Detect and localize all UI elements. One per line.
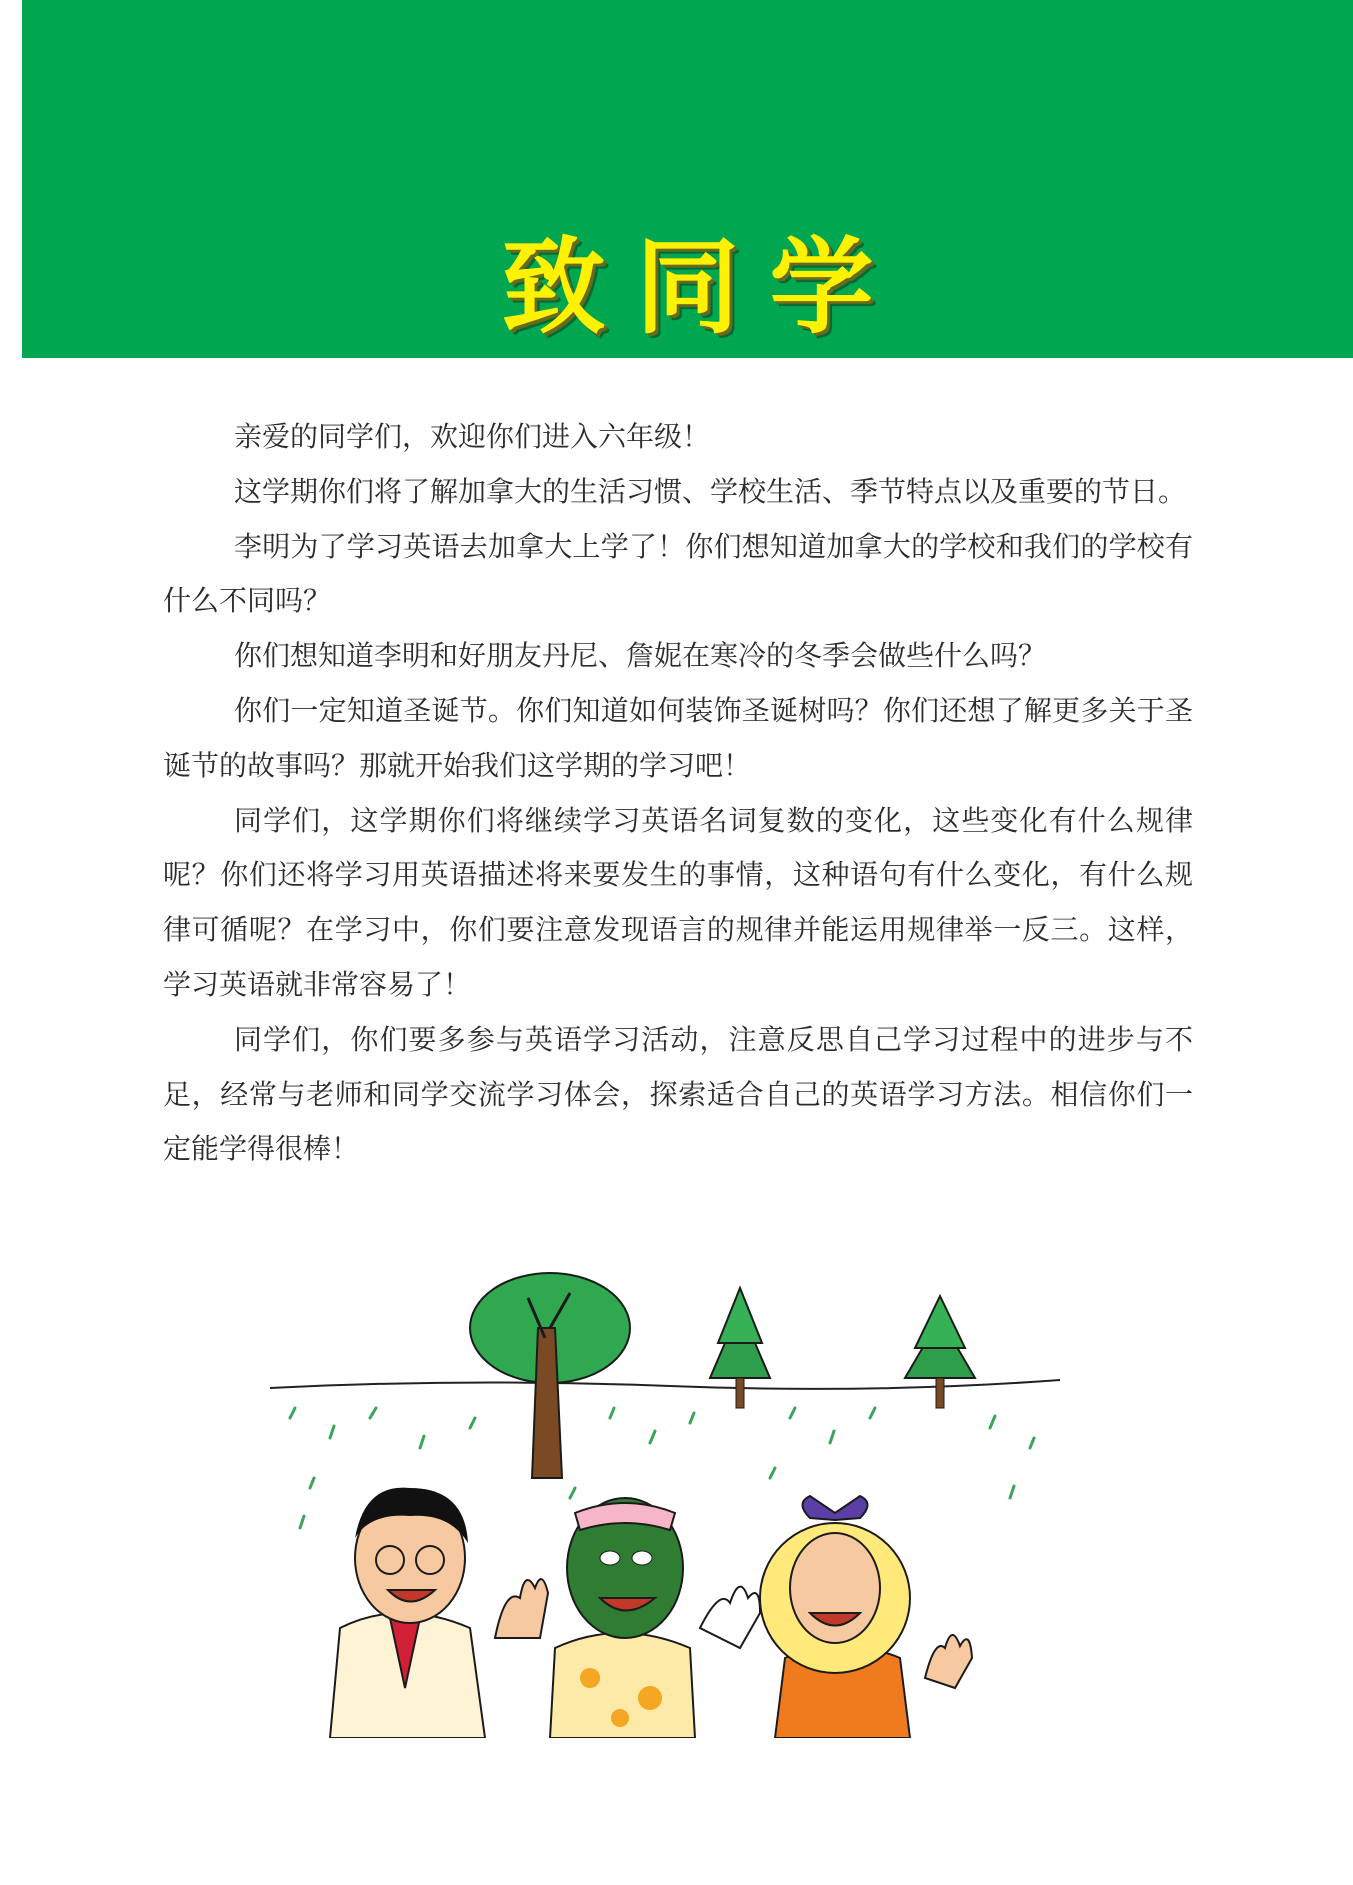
paragraph: 你们一定知道圣诞节。你们知道如何装饰圣诞树吗？你们还想了解更多关于圣诞节的故事吗？那就开始我们这学期的学习吧！	[163, 693, 1193, 782]
dinosaur-character-icon	[550, 1498, 760, 1738]
paragraph: 这学期你们将了解加拿大的生活习惯、学校生活、季节特点以及重要的节日。	[234, 474, 1187, 508]
pine-tree-icon	[710, 1288, 770, 1408]
paragraph: 同学们，这学期你们将继续学习英语名词复数的变化，这些变化有什么规律呢？你们还将学习用英语描述将来要发生的事情，这种语句有什么变化，有什么规律可循呢？在学习中，你们要注意发现语言的规律并能运用规律举一反三。这样，学习英语就非常容易了！	[163, 803, 1193, 1001]
paragraph: 亲爱的同学们，欢迎你们进入六年级！	[234, 420, 711, 453]
tree-icon	[470, 1273, 630, 1478]
pine-tree-icon	[905, 1296, 975, 1408]
title-banner	[22, 0, 1353, 358]
paragraph: 李明为了学习英语去加拿大上学了！你们想知道加拿大的学校和我们的学校有什么不同吗？	[163, 529, 1193, 618]
girl-character-icon	[760, 1496, 972, 1738]
boy-character-icon	[330, 1488, 548, 1738]
paragraph: 你们想知道李明和好朋友丹尼、詹妮在寒冷的冬季会做些什么吗？	[234, 639, 1047, 673]
cartoon-illustration	[270, 1268, 1070, 1738]
paragraph: 同学们，你们要多参与英语学习活动，注意反思自己学习过程中的进步与不足，经常与老师和同学交流学习体会，探索适合自己的英语学习方法。相信你们一定能学得很棒！	[163, 1022, 1193, 1166]
letter-body	[163, 410, 1193, 1177]
page-title: 致同学	[501, 226, 904, 348]
